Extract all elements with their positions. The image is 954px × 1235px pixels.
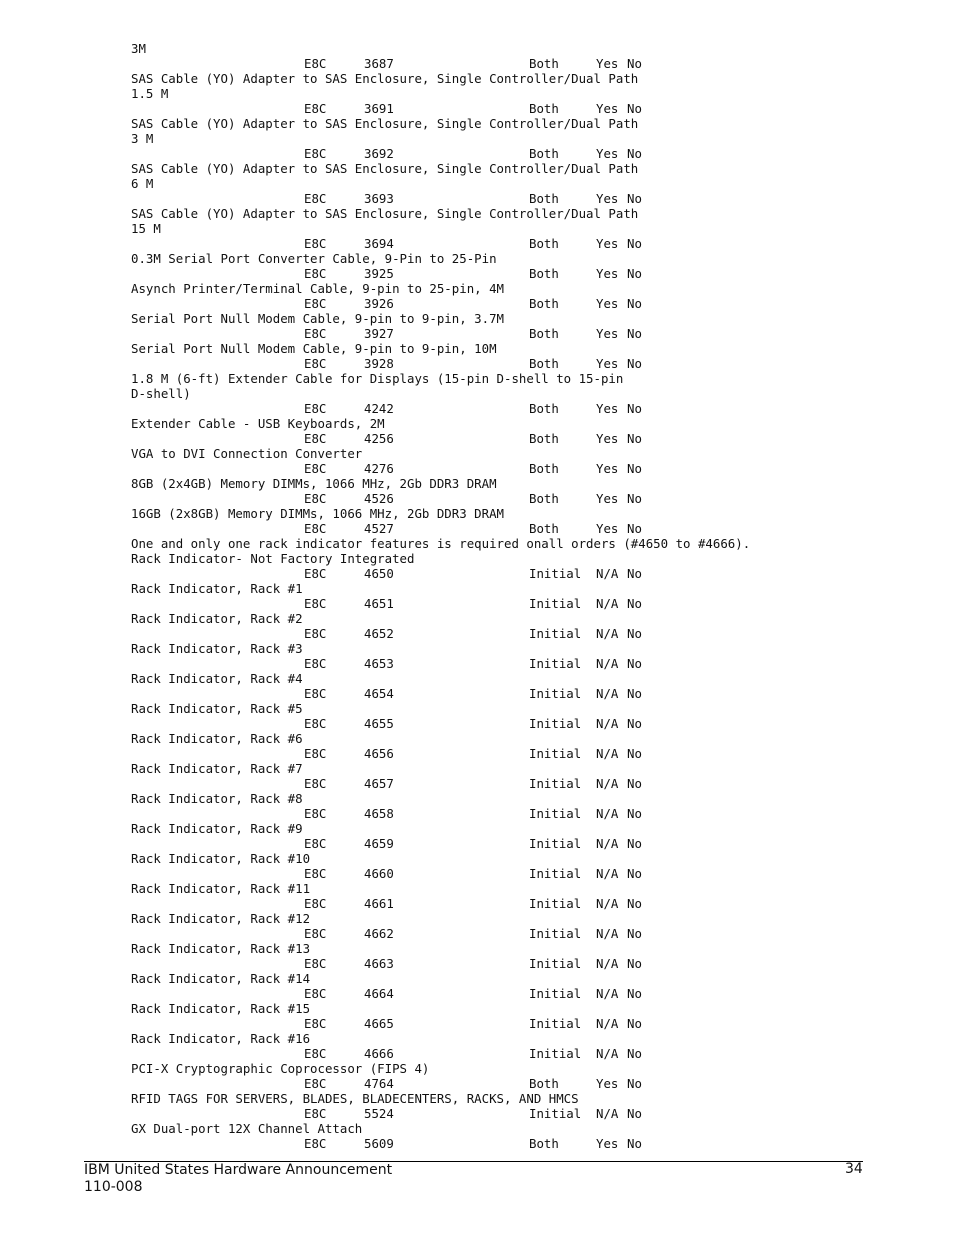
install-type: Initial xyxy=(529,746,582,761)
removal-flag: No xyxy=(627,191,642,206)
machine-model: E8C xyxy=(304,356,327,371)
install-type: Initial xyxy=(529,716,582,731)
install-type: Both xyxy=(529,1136,559,1151)
machine-model: E8C xyxy=(304,326,327,341)
feature-code: 4657 xyxy=(364,776,394,791)
return-parts: N/A xyxy=(596,866,619,881)
feature-description: 8GB (2x4GB) Memory DIMMs, 1066 MHz, 2Gb DDR3 DRAM xyxy=(131,476,497,491)
machine-model: E8C xyxy=(304,746,327,761)
feature-code: 4526 xyxy=(364,491,394,506)
machine-model: E8C xyxy=(304,626,327,641)
feature-row xyxy=(131,1076,931,1091)
feature-description: 3M xyxy=(131,41,146,56)
removal-flag: No xyxy=(627,746,642,761)
feature-row xyxy=(131,626,931,641)
machine-model: E8C xyxy=(304,101,327,116)
return-parts: N/A xyxy=(596,1046,619,1061)
feature-listing xyxy=(131,41,931,1151)
feature-row xyxy=(131,1106,931,1121)
feature-description: PCI-X Cryptographic Coprocessor (FIPS 4) xyxy=(131,1061,430,1076)
feature-description: SAS Cable (YO) Adapter to SAS Enclosure, Single Controller/Dual Path xyxy=(131,71,639,86)
feature-row xyxy=(131,776,931,791)
feature-code: 5524 xyxy=(364,1106,394,1121)
feature-code: 4242 xyxy=(364,401,394,416)
removal-flag: No xyxy=(627,926,642,941)
machine-model: E8C xyxy=(304,146,327,161)
feature-description: Rack Indicator, Rack #7 xyxy=(131,761,303,776)
removal-flag: No xyxy=(627,896,642,911)
install-type: Both xyxy=(529,56,559,71)
install-type: Initial xyxy=(529,776,582,791)
feature-row xyxy=(131,146,931,161)
feature-row xyxy=(131,1136,931,1151)
feature-description: Rack Indicator, Rack #9 xyxy=(131,821,303,836)
return-parts: Yes xyxy=(596,146,619,161)
feature-description: 1.5 M xyxy=(131,86,169,101)
return-parts: N/A xyxy=(596,596,619,611)
machine-model: E8C xyxy=(304,191,327,206)
feature-row xyxy=(131,866,931,881)
feature-code: 4653 xyxy=(364,656,394,671)
feature-code: 4655 xyxy=(364,716,394,731)
feature-description: Serial Port Null Modem Cable, 9-pin to 9-pin, 10M xyxy=(131,341,497,356)
install-type: Initial xyxy=(529,986,582,1001)
feature-description: Rack Indicator, Rack #8 xyxy=(131,791,303,806)
removal-flag: No xyxy=(627,56,642,71)
removal-flag: No xyxy=(627,326,642,341)
feature-description: Rack Indicator, Rack #12 xyxy=(131,911,311,926)
install-type: Initial xyxy=(529,566,582,581)
feature-description: 15 M xyxy=(131,221,161,236)
return-parts: N/A xyxy=(596,656,619,671)
machine-model: E8C xyxy=(304,491,327,506)
feature-row xyxy=(131,926,931,941)
machine-model: E8C xyxy=(304,656,327,671)
install-type: Both xyxy=(529,461,559,476)
machine-model: E8C xyxy=(304,1106,327,1121)
removal-flag: No xyxy=(627,236,642,251)
removal-flag: No xyxy=(627,1016,642,1031)
machine-model: E8C xyxy=(304,806,327,821)
feature-description: Rack Indicator, Rack #10 xyxy=(131,851,311,866)
feature-code: 4664 xyxy=(364,986,394,1001)
feature-description: D-shell) xyxy=(131,386,191,401)
install-type: Initial xyxy=(529,1046,582,1061)
feature-row xyxy=(131,56,931,71)
feature-description: GX Dual-port 12X Channel Attach xyxy=(131,1121,363,1136)
install-type: Both xyxy=(529,296,559,311)
machine-model: E8C xyxy=(304,401,327,416)
removal-flag: No xyxy=(627,806,642,821)
feature-code: 4654 xyxy=(364,686,394,701)
feature-description: Rack Indicator, Rack #13 xyxy=(131,941,311,956)
install-type: Both xyxy=(529,101,559,116)
feature-code: 4665 xyxy=(364,1016,394,1031)
machine-model: E8C xyxy=(304,956,327,971)
machine-model: E8C xyxy=(304,836,327,851)
machine-model: E8C xyxy=(304,866,327,881)
feature-code: 3694 xyxy=(364,236,394,251)
feature-row xyxy=(131,326,931,341)
removal-flag: No xyxy=(627,1076,642,1091)
feature-row xyxy=(131,521,931,536)
feature-row xyxy=(131,746,931,761)
return-parts: N/A xyxy=(596,806,619,821)
feature-code: 4659 xyxy=(364,836,394,851)
return-parts: Yes xyxy=(596,236,619,251)
return-parts: Yes xyxy=(596,191,619,206)
feature-code: 3687 xyxy=(364,56,394,71)
machine-model: E8C xyxy=(304,716,327,731)
install-type: Both xyxy=(529,236,559,251)
feature-row xyxy=(131,266,931,281)
machine-model: E8C xyxy=(304,296,327,311)
feature-row xyxy=(131,716,931,731)
removal-flag: No xyxy=(627,461,642,476)
feature-description: SAS Cable (YO) Adapter to SAS Enclosure, Single Controller/Dual Path xyxy=(131,116,639,131)
removal-flag: No xyxy=(627,1046,642,1061)
machine-model: E8C xyxy=(304,896,327,911)
feature-row xyxy=(131,656,931,671)
feature-description: Rack Indicator, Rack #15 xyxy=(131,1001,311,1016)
return-parts: N/A xyxy=(596,566,619,581)
feature-code: 4651 xyxy=(364,596,394,611)
return-parts: Yes xyxy=(596,1076,619,1091)
machine-model: E8C xyxy=(304,1076,327,1091)
feature-description: 1.8 M (6-ft) Extender Cable for Displays (15-pin D-shell to 15-pin xyxy=(131,371,624,386)
feature-row xyxy=(131,236,931,251)
page-number: 34 xyxy=(845,1161,863,1177)
feature-code: 3925 xyxy=(364,266,394,281)
feature-row xyxy=(131,566,931,581)
feature-code: 4663 xyxy=(364,956,394,971)
feature-row xyxy=(131,686,931,701)
removal-flag: No xyxy=(627,596,642,611)
feature-row xyxy=(131,806,931,821)
removal-flag: No xyxy=(627,431,642,446)
feature-description: Rack Indicator, Rack #1 xyxy=(131,581,303,596)
return-parts: N/A xyxy=(596,926,619,941)
removal-flag: No xyxy=(627,101,642,116)
install-type: Both xyxy=(529,1076,559,1091)
feature-row xyxy=(131,836,931,851)
feature-code: 3926 xyxy=(364,296,394,311)
install-type: Initial xyxy=(529,656,582,671)
machine-model: E8C xyxy=(304,776,327,791)
removal-flag: No xyxy=(627,686,642,701)
feature-row xyxy=(131,191,931,206)
feature-row xyxy=(131,986,931,1001)
return-parts: N/A xyxy=(596,716,619,731)
feature-code: 3927 xyxy=(364,326,394,341)
machine-model: E8C xyxy=(304,1046,327,1061)
removal-flag: No xyxy=(627,986,642,1001)
return-parts: Yes xyxy=(596,431,619,446)
install-type: Initial xyxy=(529,1106,582,1121)
feature-description: SAS Cable (YO) Adapter to SAS Enclosure, Single Controller/Dual Path xyxy=(131,161,639,176)
feature-row xyxy=(131,431,931,446)
removal-flag: No xyxy=(627,956,642,971)
removal-flag: No xyxy=(627,566,642,581)
removal-flag: No xyxy=(627,296,642,311)
return-parts: N/A xyxy=(596,626,619,641)
feature-code: 4658 xyxy=(364,806,394,821)
feature-code: 4256 xyxy=(364,431,394,446)
return-parts: Yes xyxy=(596,101,619,116)
feature-description: Rack Indicator, Rack #6 xyxy=(131,731,303,746)
feature-code: 4662 xyxy=(364,926,394,941)
feature-description: Rack Indicator, Rack #16 xyxy=(131,1031,311,1046)
return-parts: N/A xyxy=(596,836,619,851)
feature-description: 6 M xyxy=(131,176,154,191)
install-type: Both xyxy=(529,266,559,281)
feature-description: Rack Indicator, Rack #14 xyxy=(131,971,311,986)
install-type: Both xyxy=(529,356,559,371)
removal-flag: No xyxy=(627,266,642,281)
install-type: Initial xyxy=(529,926,582,941)
removal-flag: No xyxy=(627,1136,642,1151)
install-type: Initial xyxy=(529,686,582,701)
removal-flag: No xyxy=(627,776,642,791)
install-type: Both xyxy=(529,326,559,341)
install-type: Initial xyxy=(529,806,582,821)
feature-code: 3928 xyxy=(364,356,394,371)
removal-flag: No xyxy=(627,836,642,851)
feature-row xyxy=(131,296,931,311)
return-parts: N/A xyxy=(596,1106,619,1121)
return-parts: N/A xyxy=(596,776,619,791)
feature-description: 3 M xyxy=(131,131,154,146)
return-parts: N/A xyxy=(596,1016,619,1031)
feature-code: 3693 xyxy=(364,191,394,206)
feature-description: Rack Indicator, Rack #2 xyxy=(131,611,303,626)
machine-model: E8C xyxy=(304,596,327,611)
feature-description: Rack Indicator- Not Factory Integrated xyxy=(131,551,415,566)
feature-code: 4661 xyxy=(364,896,394,911)
install-type: Initial xyxy=(529,626,582,641)
removal-flag: No xyxy=(627,491,642,506)
removal-flag: No xyxy=(627,866,642,881)
return-parts: Yes xyxy=(596,401,619,416)
feature-code: 4652 xyxy=(364,626,394,641)
removal-flag: No xyxy=(627,716,642,731)
return-parts: Yes xyxy=(596,56,619,71)
feature-description: Rack Indicator, Rack #11 xyxy=(131,881,311,896)
feature-row xyxy=(131,1046,931,1061)
feature-code: 4764 xyxy=(364,1076,394,1091)
feature-row xyxy=(131,356,931,371)
machine-model: E8C xyxy=(304,431,327,446)
feature-row xyxy=(131,596,931,611)
feature-description: RFID TAGS FOR SERVERS, BLADES, BLADECENTERS, RACKS, AND HMCS xyxy=(131,1091,579,1106)
feature-description: One and only one rack indicator features is required onall orders (#4650 to #4666). xyxy=(131,536,751,551)
install-type: Both xyxy=(529,401,559,416)
install-type: Initial xyxy=(529,596,582,611)
removal-flag: No xyxy=(627,626,642,641)
return-parts: Yes xyxy=(596,521,619,536)
install-type: Both xyxy=(529,191,559,206)
return-parts: N/A xyxy=(596,986,619,1001)
feature-row xyxy=(131,401,931,416)
feature-code: 3692 xyxy=(364,146,394,161)
removal-flag: No xyxy=(627,146,642,161)
machine-model: E8C xyxy=(304,521,327,536)
removal-flag: No xyxy=(627,356,642,371)
feature-row xyxy=(131,896,931,911)
install-type: Initial xyxy=(529,836,582,851)
install-type: Both xyxy=(529,431,559,446)
machine-model: E8C xyxy=(304,986,327,1001)
machine-model: E8C xyxy=(304,56,327,71)
return-parts: Yes xyxy=(596,296,619,311)
feature-row xyxy=(131,956,931,971)
feature-code: 4276 xyxy=(364,461,394,476)
return-parts: Yes xyxy=(596,1136,619,1151)
feature-description: 0.3M Serial Port Converter Cable, 9-Pin to 25-Pin xyxy=(131,251,497,266)
feature-description: Asynch Printer/Terminal Cable, 9-pin to 25-pin, 4M xyxy=(131,281,504,296)
machine-model: E8C xyxy=(304,1136,327,1151)
footer-announcement-number: 110-008 xyxy=(84,1179,143,1195)
feature-row xyxy=(131,491,931,506)
return-parts: Yes xyxy=(596,356,619,371)
install-type: Both xyxy=(529,146,559,161)
return-parts: Yes xyxy=(596,491,619,506)
return-parts: Yes xyxy=(596,461,619,476)
install-type: Initial xyxy=(529,866,582,881)
machine-model: E8C xyxy=(304,566,327,581)
machine-model: E8C xyxy=(304,236,327,251)
return-parts: Yes xyxy=(596,266,619,281)
removal-flag: No xyxy=(627,1106,642,1121)
feature-code: 3691 xyxy=(364,101,394,116)
return-parts: Yes xyxy=(596,326,619,341)
feature-description: Serial Port Null Modem Cable, 9-pin to 9-pin, 3.7M xyxy=(131,311,504,326)
install-type: Both xyxy=(529,521,559,536)
footer-announcement-title: IBM United States Hardware Announcement xyxy=(84,1162,393,1178)
machine-model: E8C xyxy=(304,1016,327,1031)
return-parts: N/A xyxy=(596,686,619,701)
removal-flag: No xyxy=(627,401,642,416)
feature-description: VGA to DVI Connection Converter xyxy=(131,446,363,461)
feature-description: Rack Indicator, Rack #5 xyxy=(131,701,303,716)
feature-code: 4660 xyxy=(364,866,394,881)
return-parts: N/A xyxy=(596,956,619,971)
feature-code: 5609 xyxy=(364,1136,394,1151)
removal-flag: No xyxy=(627,521,642,536)
feature-code: 4666 xyxy=(364,1046,394,1061)
install-type: Initial xyxy=(529,956,582,971)
machine-model: E8C xyxy=(304,266,327,281)
machine-model: E8C xyxy=(304,461,327,476)
removal-flag: No xyxy=(627,656,642,671)
feature-description: Rack Indicator, Rack #3 xyxy=(131,641,303,656)
feature-code: 4527 xyxy=(364,521,394,536)
feature-description: 16GB (2x8GB) Memory DIMMs, 1066 MHz, 2Gb DDR3 DRAM xyxy=(131,506,504,521)
feature-code: 4656 xyxy=(364,746,394,761)
return-parts: N/A xyxy=(596,896,619,911)
install-type: Initial xyxy=(529,896,582,911)
feature-row xyxy=(131,1016,931,1031)
machine-model: E8C xyxy=(304,926,327,941)
feature-row xyxy=(131,101,931,116)
feature-description: Extender Cable - USB Keyboards, 2M xyxy=(131,416,385,431)
install-type: Initial xyxy=(529,1016,582,1031)
feature-description: SAS Cable (YO) Adapter to SAS Enclosure, Single Controller/Dual Path xyxy=(131,206,639,221)
install-type: Both xyxy=(529,491,559,506)
feature-row xyxy=(131,461,931,476)
return-parts: N/A xyxy=(596,746,619,761)
feature-description: Rack Indicator, Rack #4 xyxy=(131,671,303,686)
feature-code: 4650 xyxy=(364,566,394,581)
machine-model: E8C xyxy=(304,686,327,701)
